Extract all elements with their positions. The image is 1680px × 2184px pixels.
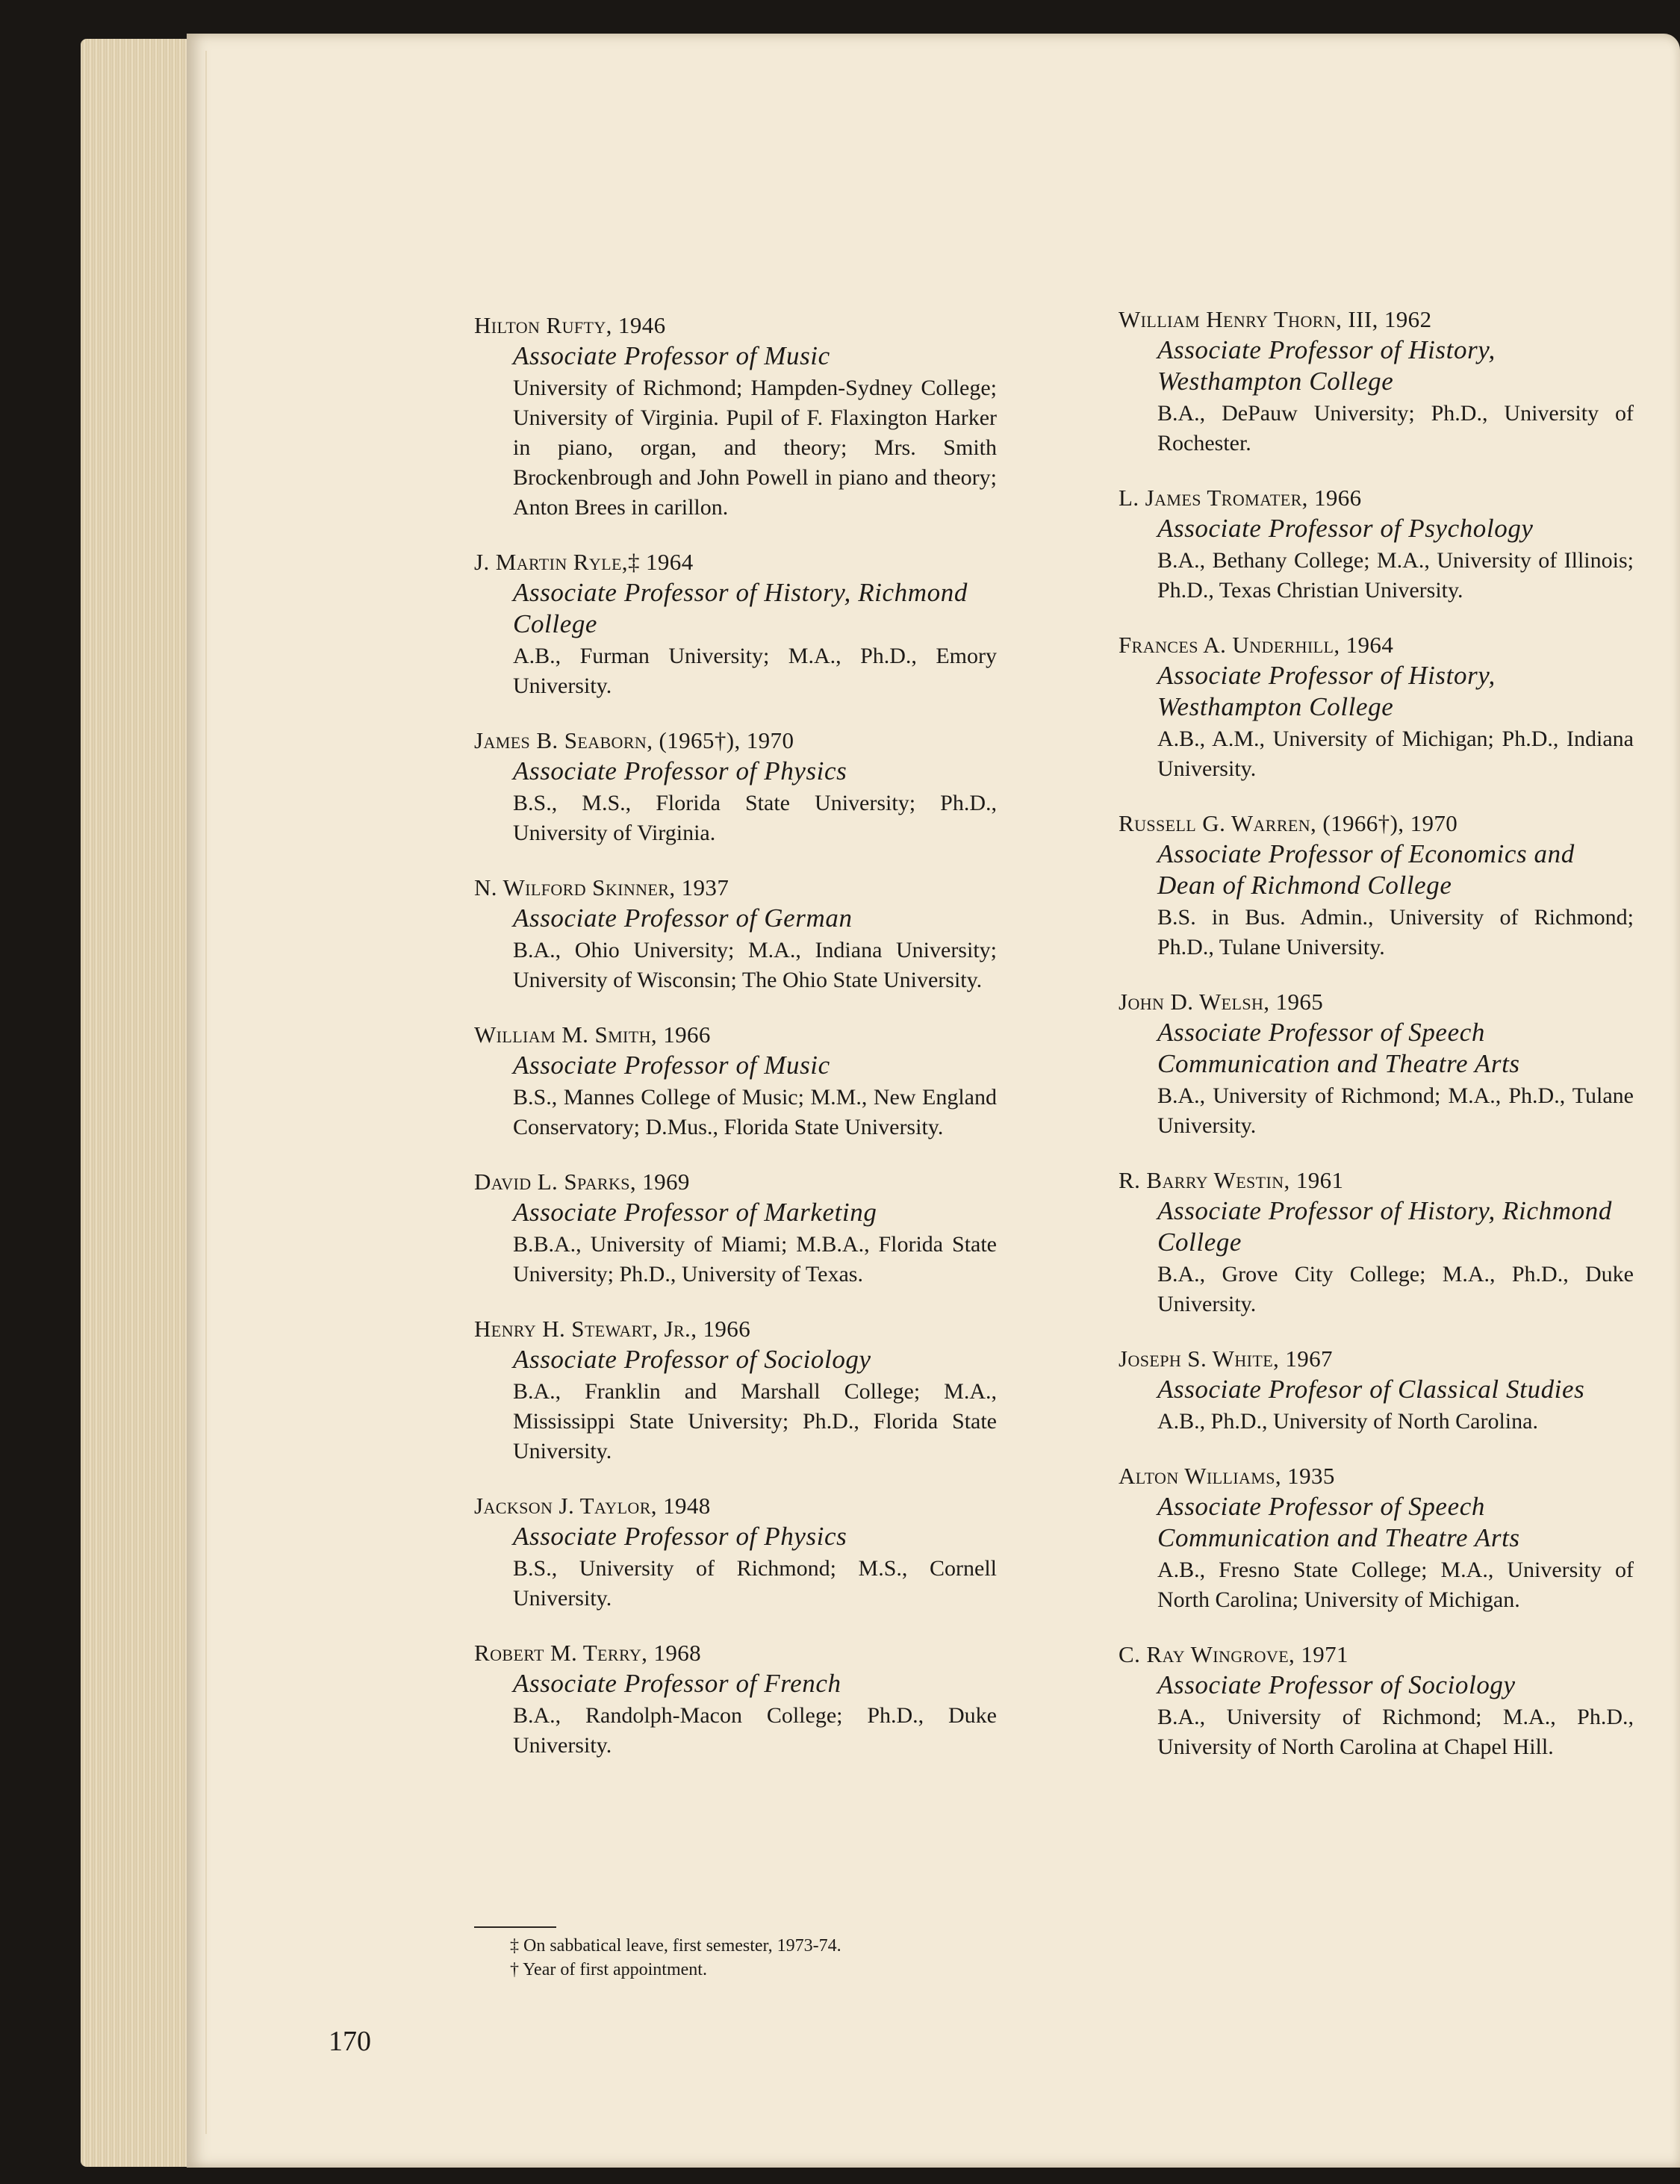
- faculty-degrees: B.S., University of Richmond; M.S., Cornell University.: [513, 1556, 997, 1611]
- faculty-title: Associate Professor of Marketing: [513, 1198, 877, 1227]
- faculty-name: William M. Smith, 1966: [474, 1021, 711, 1048]
- faculty-title: Associate Professor of Physics: [513, 756, 847, 785]
- faculty-name: Hilton Rufty, 1946: [474, 312, 666, 338]
- faculty-degrees: B.S., M.S., Florida State University; Ph.D., University of Virginia.: [513, 791, 997, 845]
- faculty-degrees: University of Richmond; Hampden-Sydney College; University of Virginia. Pupil of F. Flaxington Harker in piano, organ, and theory; Mrs. Smith Brockenbrough and John Powell in piano and theory; Anton Brees in carillon.: [513, 376, 997, 520]
- faculty-entry: [474, 873, 997, 995]
- faculty-name: J. Martin Ryle,‡ 1964: [474, 549, 694, 575]
- faculty-degrees: A.B., Ph.D., University of North Carolina.: [1157, 1409, 1538, 1434]
- faculty-degrees: B.A., Franklin and Marshall College; M.A., Mississippi State University; Ph.D., Florida State University.: [513, 1379, 997, 1463]
- faculty-degrees: B.A., Bethany College; M.A., University of Illinois; Ph.D., Texas Christian University.: [1157, 548, 1634, 603]
- faculty-name: R. Barry Westin, 1961: [1119, 1167, 1344, 1193]
- faculty-name: Jackson J. Taylor, 1948: [474, 1493, 711, 1519]
- footnotes: [474, 1926, 1042, 1982]
- faculty-title: Associate Professor of Speech Communication and Theatre Arts: [1157, 1492, 1520, 1552]
- faculty-degrees: B.B.A., University of Miami; M.B.A., Florida State University; Ph.D., University of Texas.: [513, 1232, 997, 1287]
- faculty-name: Robert M. Terry, 1968: [474, 1640, 702, 1666]
- faculty-entry: [474, 1314, 997, 1466]
- faculty-title: Associate Professor of Speech Communication and Theatre Arts: [1157, 1018, 1520, 1078]
- faculty-entry: [1119, 1166, 1634, 1319]
- faculty-name: N. Wilford Skinner, 1937: [474, 874, 729, 900]
- faculty-title: Associate Professor of Music: [513, 341, 830, 370]
- left-column: [474, 311, 997, 1785]
- faculty-entry: [474, 1020, 997, 1142]
- faculty-degrees: B.A., University of Richmond; M.A., Ph.D., Tulane University.: [1157, 1083, 1634, 1138]
- footnote-first-appointment: † Year of first appointment.: [510, 1960, 707, 1979]
- faculty-title: Associate Professor of History, Westhampton College: [1157, 335, 1496, 396]
- faculty-entry: [474, 311, 997, 523]
- faculty-title: Associate Professor of Physics: [513, 1522, 847, 1551]
- footnote-sabbatical: ‡ On sabbatical leave, first semester, 1973-74.: [510, 1936, 841, 1956]
- faculty-name: Joseph S. White, 1967: [1119, 1345, 1333, 1372]
- faculty-name: Alton Williams, 1935: [1119, 1463, 1335, 1489]
- faculty-entry: [1119, 483, 1634, 606]
- faculty-name: C. Ray Wingrove, 1971: [1119, 1641, 1348, 1667]
- faculty-entry: [474, 1167, 997, 1289]
- faculty-degrees: B.S. in Bus. Admin., University of Richmond; Ph.D., Tulane University.: [1157, 905, 1634, 959]
- right-column: [1119, 305, 1634, 1787]
- faculty-entry: [474, 1638, 997, 1761]
- faculty-name: Frances A. Underhill, 1964: [1119, 632, 1394, 658]
- faculty-entry: [1119, 809, 1634, 962]
- faculty-title: Associate Professor of Sociology: [1157, 1670, 1516, 1699]
- faculty-title: Associate Professor of Sociology: [513, 1345, 871, 1374]
- faculty-degrees: B.A., Randolph-Macon College; Ph.D., Duke University.: [513, 1703, 997, 1758]
- faculty-name: L. James Tromater, 1966: [1119, 485, 1362, 511]
- faculty-name: William Henry Thorn, III, 1962: [1119, 306, 1432, 332]
- faculty-title: Associate Professor of German: [513, 903, 853, 933]
- faculty-degrees: A.B., Fresno State College; M.A., University of North Carolina; University of Michigan.: [1157, 1558, 1634, 1612]
- faculty-title: Associate Profesor of Classical Studies: [1157, 1375, 1585, 1404]
- faculty-degrees: B.A., University of Richmond; M.A., Ph.D., University of North Carolina at Chapel Hill.: [1157, 1705, 1634, 1759]
- faculty-name: James B. Seaborn, (1965†), 1970: [474, 727, 794, 753]
- faculty-degrees: B.A., Ohio University; M.A., Indiana University; University of Wisconsin; The Ohio State University.: [513, 938, 997, 992]
- faculty-entry: [1119, 1344, 1634, 1437]
- footnote-rule: [474, 1926, 556, 1928]
- faculty-name: John D. Welsh, 1965: [1119, 989, 1324, 1015]
- faculty-title: Associate Professor of Music: [513, 1051, 830, 1080]
- faculty-name: Russell G. Warren, (1966†), 1970: [1119, 810, 1458, 836]
- faculty-entry: [1119, 1640, 1634, 1762]
- faculty-title: Associate Professor of Economics and Dean of Richmond College: [1157, 839, 1575, 900]
- faculty-degrees: B.A., Grove City College; M.A., Ph.D., Duke University.: [1157, 1262, 1634, 1316]
- faculty-name: Henry H. Stewart, Jr., 1966: [474, 1316, 751, 1342]
- faculty-entry: [474, 547, 997, 701]
- faculty-entry: [474, 1491, 997, 1614]
- faculty-title: Associate Professor of History, Richmond College: [1157, 1196, 1612, 1257]
- faculty-title: Associate Professor of French: [513, 1669, 841, 1698]
- faculty-degrees: A.B., A.M., University of Michigan; Ph.D., Indiana University.: [1157, 727, 1634, 781]
- faculty-entry: [1119, 1461, 1634, 1615]
- faculty-entry: [474, 726, 997, 848]
- faculty-entry: [1119, 630, 1634, 784]
- faculty-title: Associate Professor of History, Richmond College: [513, 578, 968, 638]
- faculty-degrees: B.S., Mannes College of Music; M.M., New England Conservatory; D.Mus., Florida State University.: [513, 1085, 997, 1139]
- faculty-degrees: A.B., Furman University; M.A., Ph.D., Emory University.: [513, 644, 997, 698]
- faculty-entry: [1119, 987, 1634, 1141]
- page-number: 170: [329, 2026, 371, 2057]
- page-gutter-line: [205, 51, 207, 2134]
- faculty-degrees: B.A., DePauw University; Ph.D., University of Rochester.: [1157, 401, 1634, 455]
- faculty-title: Associate Professor of Psychology: [1157, 514, 1534, 543]
- faculty-title: Associate Professor of History, Westhampton College: [1157, 661, 1496, 721]
- faculty-entry: [1119, 305, 1634, 458]
- faculty-name: David L. Sparks, 1969: [474, 1169, 690, 1195]
